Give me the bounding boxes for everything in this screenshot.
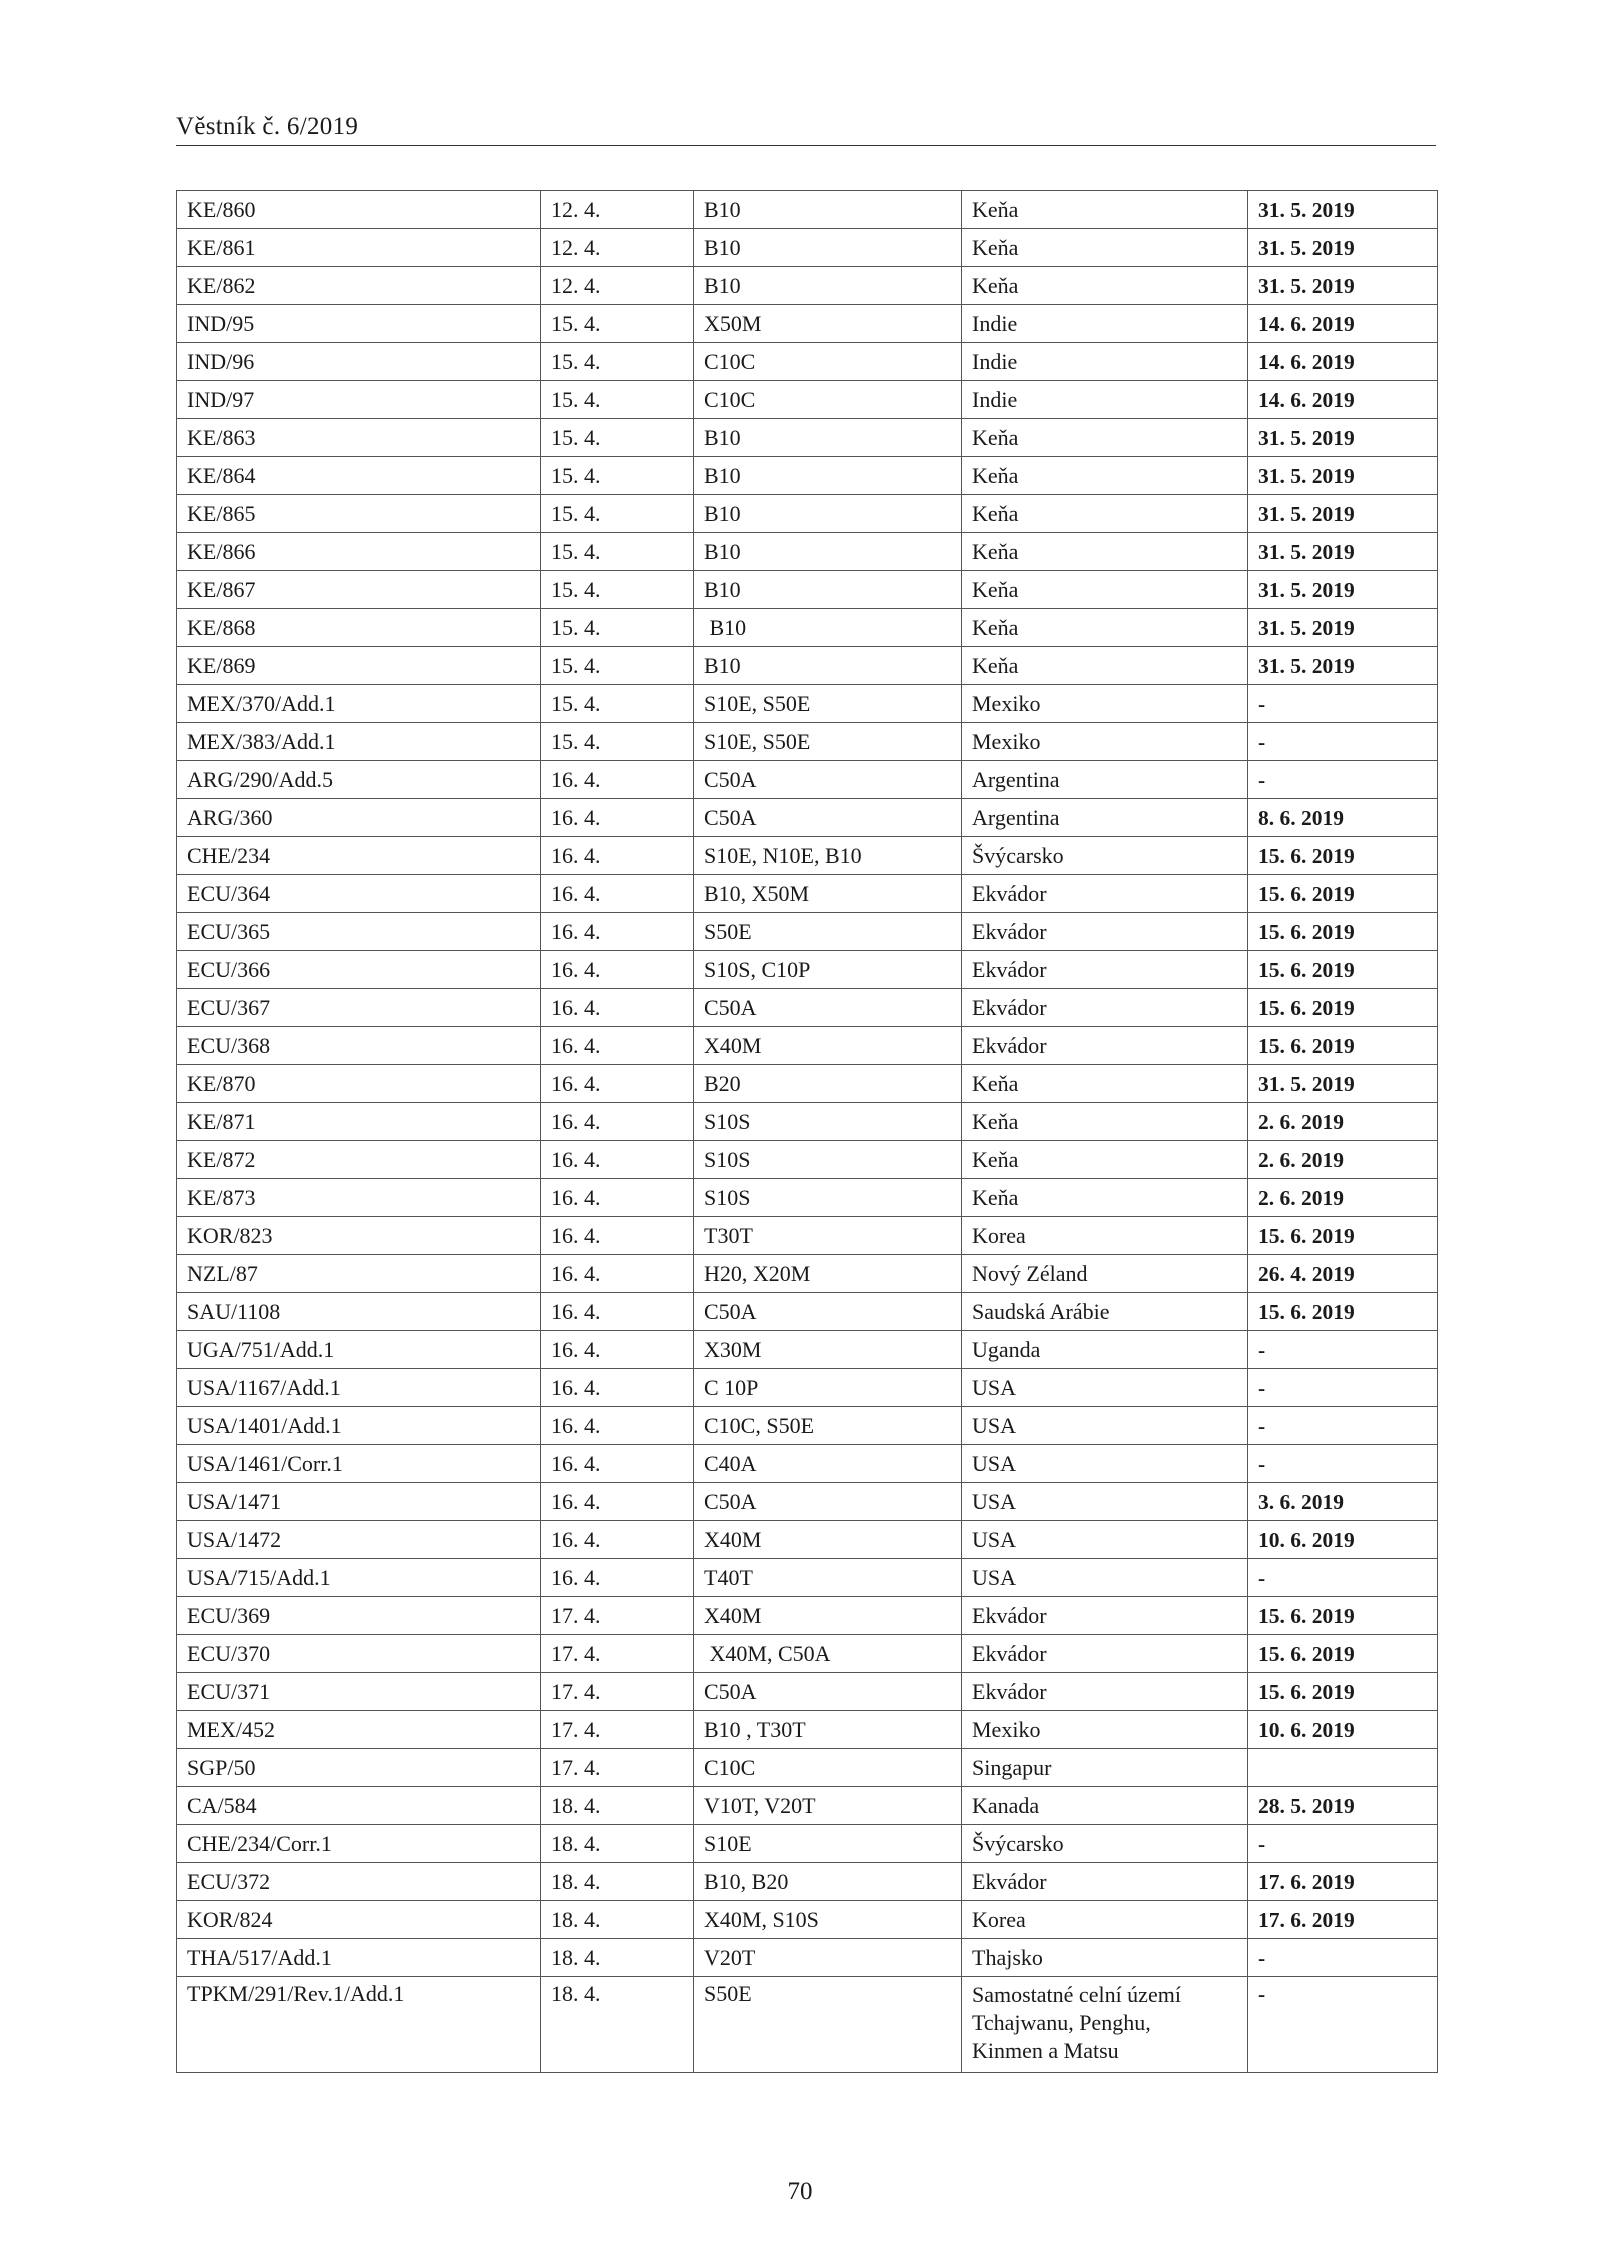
document-code-cell: SAU/1108 — [177, 1293, 541, 1331]
journal-header-title: Věstník č. 6/2019 — [176, 113, 359, 140]
date-cell: 15. 4. — [541, 495, 694, 533]
document-code-cell: CA/584 — [177, 1787, 541, 1825]
country-cell: USA — [962, 1445, 1248, 1483]
deadline-cell: 15. 6. 2019 — [1248, 1673, 1438, 1711]
document-code-cell: KE/863 — [177, 419, 541, 457]
country-cell: Keňa — [962, 229, 1248, 267]
table-row — [177, 1635, 1438, 1673]
date-cell: 17. 4. — [541, 1673, 694, 1711]
table-row — [177, 1483, 1438, 1521]
product-code-cell: C50A — [694, 989, 962, 1027]
date-cell: 16. 4. — [541, 837, 694, 875]
deadline-cell: 10. 6. 2019 — [1248, 1521, 1438, 1559]
document-code-cell: KE/861 — [177, 229, 541, 267]
country-cell: Ekvádor — [962, 1673, 1248, 1711]
date-cell: 16. 4. — [541, 1483, 694, 1521]
country-cell: Nový Zéland — [962, 1255, 1248, 1293]
date-cell: 16. 4. — [541, 1217, 694, 1255]
deadline-cell: 31. 5. 2019 — [1248, 457, 1438, 495]
product-code-cell: C 10P — [694, 1369, 962, 1407]
document-code-cell: KE/866 — [177, 533, 541, 571]
product-code-cell: X40M — [694, 1027, 962, 1065]
document-code-cell: KE/871 — [177, 1103, 541, 1141]
product-code-cell: S50E — [694, 913, 962, 951]
product-code-cell: T30T — [694, 1217, 962, 1255]
date-cell: 15. 4. — [541, 305, 694, 343]
date-cell: 16. 4. — [541, 1369, 694, 1407]
date-cell: 17. 4. — [541, 1749, 694, 1787]
product-code-cell: X40M — [694, 1521, 962, 1559]
product-code-cell: B10 — [694, 533, 962, 571]
product-code-cell: T40T — [694, 1559, 962, 1597]
product-code-cell: X50M — [694, 305, 962, 343]
country-cell: Ekvádor — [962, 951, 1248, 989]
product-code-cell: S50E — [694, 1977, 962, 2073]
table-row — [177, 1255, 1438, 1293]
date-cell: 16. 4. — [541, 951, 694, 989]
document-code-cell: MEX/370/Add.1 — [177, 685, 541, 723]
country-cell: Thajsko — [962, 1939, 1248, 1977]
product-code-cell: V20T — [694, 1939, 962, 1977]
document-code-cell: ECU/371 — [177, 1673, 541, 1711]
product-code-cell: H20, X20M — [694, 1255, 962, 1293]
country-cell: Keňa — [962, 609, 1248, 647]
notification-table — [176, 190, 1438, 2073]
country-cell: Samostatné celní území Tchajwanu, Penghu, Kinmen a Matsu — [962, 1977, 1248, 2073]
country-cell: Argentina — [962, 761, 1248, 799]
table-row — [177, 1597, 1438, 1635]
table-row — [177, 343, 1438, 381]
product-code-cell: S10E, S50E — [694, 723, 962, 761]
table-row — [177, 191, 1438, 229]
country-cell: Mexiko — [962, 723, 1248, 761]
date-cell: 15. 4. — [541, 533, 694, 571]
date-cell: 16. 4. — [541, 875, 694, 913]
country-cell: Keňa — [962, 495, 1248, 533]
date-cell: 15. 4. — [541, 457, 694, 495]
table-row — [177, 533, 1438, 571]
date-cell: 17. 4. — [541, 1635, 694, 1673]
country-cell: Ekvádor — [962, 1863, 1248, 1901]
product-code-cell: X40M, C50A — [694, 1635, 962, 1673]
deadline-cell: - — [1248, 1825, 1438, 1863]
table-row — [177, 1179, 1438, 1217]
date-cell: 15. 4. — [541, 571, 694, 609]
country-cell: Keňa — [962, 1141, 1248, 1179]
date-cell: 18. 4. — [541, 1863, 694, 1901]
document-code-cell: ECU/367 — [177, 989, 541, 1027]
deadline-cell: 31. 5. 2019 — [1248, 267, 1438, 305]
document-code-cell: MEX/452 — [177, 1711, 541, 1749]
country-cell: USA — [962, 1407, 1248, 1445]
product-code-cell: C10C — [694, 1749, 962, 1787]
date-cell: 16. 4. — [541, 1293, 694, 1331]
table-row — [177, 1673, 1438, 1711]
date-cell: 16. 4. — [541, 799, 694, 837]
date-cell: 17. 4. — [541, 1597, 694, 1635]
deadline-cell: 15. 6. 2019 — [1248, 1027, 1438, 1065]
table-row — [177, 571, 1438, 609]
date-cell: 15. 4. — [541, 685, 694, 723]
document-code-cell: ECU/365 — [177, 913, 541, 951]
deadline-cell: 2. 6. 2019 — [1248, 1103, 1438, 1141]
document-code-cell: ARG/290/Add.5 — [177, 761, 541, 799]
date-cell: 16. 4. — [541, 1559, 694, 1597]
table-row — [177, 1939, 1438, 1977]
product-code-cell: S10S — [694, 1141, 962, 1179]
document-code-cell: KE/869 — [177, 647, 541, 685]
document-code-cell: USA/1461/Corr.1 — [177, 1445, 541, 1483]
country-cell: Mexiko — [962, 1711, 1248, 1749]
country-cell: Keňa — [962, 647, 1248, 685]
product-code-cell: C10C — [694, 343, 962, 381]
country-cell: Keňa — [962, 457, 1248, 495]
document-code-cell: KOR/823 — [177, 1217, 541, 1255]
table-row — [177, 875, 1438, 913]
document-code-cell: KOR/824 — [177, 1901, 541, 1939]
deadline-cell: 15. 6. 2019 — [1248, 951, 1438, 989]
table-row — [177, 837, 1438, 875]
deadline-cell: 31. 5. 2019 — [1248, 609, 1438, 647]
product-code-cell: B20 — [694, 1065, 962, 1103]
table-row — [177, 457, 1438, 495]
table-row — [177, 647, 1438, 685]
date-cell: 16. 4. — [541, 1255, 694, 1293]
notification-table-body — [177, 191, 1438, 2073]
table-row — [177, 1521, 1438, 1559]
country-cell: Keňa — [962, 267, 1248, 305]
date-cell: 15. 4. — [541, 647, 694, 685]
document-code-cell: ARG/360 — [177, 799, 541, 837]
deadline-cell: - — [1248, 1977, 1438, 2073]
table-row — [177, 1559, 1438, 1597]
deadline-cell: - — [1248, 761, 1438, 799]
product-code-cell: S10S, C10P — [694, 951, 962, 989]
deadline-cell: 26. 4. 2019 — [1248, 1255, 1438, 1293]
product-code-cell: B10 — [694, 571, 962, 609]
deadline-cell: 17. 6. 2019 — [1248, 1863, 1438, 1901]
product-code-cell: S10E, N10E, B10 — [694, 837, 962, 875]
deadline-cell: 15. 6. 2019 — [1248, 1217, 1438, 1255]
document-code-cell: MEX/383/Add.1 — [177, 723, 541, 761]
product-code-cell: B10 — [694, 609, 962, 647]
country-cell: Argentina — [962, 799, 1248, 837]
document-code-cell: USA/1472 — [177, 1521, 541, 1559]
date-cell: 16. 4. — [541, 761, 694, 799]
table-row — [177, 799, 1438, 837]
product-code-cell: S10E — [694, 1825, 962, 1863]
country-cell: USA — [962, 1521, 1248, 1559]
deadline-cell: 28. 5. 2019 — [1248, 1787, 1438, 1825]
document-code-cell: KE/864 — [177, 457, 541, 495]
product-code-cell: X30M — [694, 1331, 962, 1369]
country-cell: Keňa — [962, 1179, 1248, 1217]
table-row — [177, 1217, 1438, 1255]
country-cell: Indie — [962, 343, 1248, 381]
product-code-cell: B10 — [694, 267, 962, 305]
deadline-cell: 2. 6. 2019 — [1248, 1179, 1438, 1217]
document-code-cell: TPKM/291/Rev.1/Add.1 — [177, 1977, 541, 2073]
table-row — [177, 1141, 1438, 1179]
deadline-cell: - — [1248, 1369, 1438, 1407]
document-code-cell: USA/1471 — [177, 1483, 541, 1521]
deadline-cell: 8. 6. 2019 — [1248, 799, 1438, 837]
document-code-cell: ECU/366 — [177, 951, 541, 989]
product-code-cell: B10 , T30T — [694, 1711, 962, 1749]
table-row — [177, 1445, 1438, 1483]
product-code-cell: C10C, S50E — [694, 1407, 962, 1445]
country-cell: Ekvádor — [962, 1597, 1248, 1635]
country-cell: Ekvádor — [962, 989, 1248, 1027]
date-cell: 16. 4. — [541, 989, 694, 1027]
document-code-cell: ECU/370 — [177, 1635, 541, 1673]
deadline-cell: 31. 5. 2019 — [1248, 495, 1438, 533]
date-cell: 16. 4. — [541, 1103, 694, 1141]
table-row — [177, 1293, 1438, 1331]
table-row — [177, 761, 1438, 799]
deadline-cell: - — [1248, 1559, 1438, 1597]
deadline-cell: 31. 5. 2019 — [1248, 533, 1438, 571]
country-cell: Keňa — [962, 533, 1248, 571]
deadline-cell: - — [1248, 1445, 1438, 1483]
product-code-cell: C50A — [694, 799, 962, 837]
date-cell: 18. 4. — [541, 1939, 694, 1977]
deadline-cell: - — [1248, 685, 1438, 723]
date-cell: 15. 4. — [541, 343, 694, 381]
deadline-cell — [1248, 1749, 1438, 1787]
table-row — [177, 609, 1438, 647]
deadline-cell: 31. 5. 2019 — [1248, 419, 1438, 457]
deadline-cell: 14. 6. 2019 — [1248, 305, 1438, 343]
header-divider — [176, 145, 1436, 146]
deadline-cell: 15. 6. 2019 — [1248, 875, 1438, 913]
table-row — [177, 723, 1438, 761]
table-row — [177, 1977, 1438, 2073]
country-cell: Keňa — [962, 1103, 1248, 1141]
document-code-cell: SGP/50 — [177, 1749, 541, 1787]
document-code-cell: NZL/87 — [177, 1255, 541, 1293]
deadline-cell: 15. 6. 2019 — [1248, 837, 1438, 875]
product-code-cell: C50A — [694, 761, 962, 799]
product-code-cell: C50A — [694, 1293, 962, 1331]
country-cell: Ekvádor — [962, 1635, 1248, 1673]
date-cell: 16. 4. — [541, 1179, 694, 1217]
deadline-cell: 31. 5. 2019 — [1248, 647, 1438, 685]
document-code-cell: KE/868 — [177, 609, 541, 647]
date-cell: 12. 4. — [541, 191, 694, 229]
date-cell: 17. 4. — [541, 1711, 694, 1749]
country-cell: Indie — [962, 305, 1248, 343]
date-cell: 16. 4. — [541, 1521, 694, 1559]
document-code-cell: IND/97 — [177, 381, 541, 419]
deadline-cell: 17. 6. 2019 — [1248, 1901, 1438, 1939]
deadline-cell: 2. 6. 2019 — [1248, 1141, 1438, 1179]
country-cell: Švýcarsko — [962, 1825, 1248, 1863]
deadline-cell: 15. 6. 2019 — [1248, 1293, 1438, 1331]
deadline-cell: - — [1248, 1939, 1438, 1977]
deadline-cell: 3. 6. 2019 — [1248, 1483, 1438, 1521]
table-row — [177, 419, 1438, 457]
table-row — [177, 685, 1438, 723]
country-cell: USA — [962, 1483, 1248, 1521]
product-code-cell: C10C — [694, 381, 962, 419]
deadline-cell: 15. 6. 2019 — [1248, 989, 1438, 1027]
table-row — [177, 1407, 1438, 1445]
deadline-cell: 31. 5. 2019 — [1248, 229, 1438, 267]
document-code-cell: KE/867 — [177, 571, 541, 609]
country-cell: Korea — [962, 1901, 1248, 1939]
product-code-cell: B10 — [694, 457, 962, 495]
date-cell: 12. 4. — [541, 267, 694, 305]
product-code-cell: B10 — [694, 229, 962, 267]
product-code-cell: B10 — [694, 191, 962, 229]
table-row — [177, 1027, 1438, 1065]
deadline-cell: 14. 6. 2019 — [1248, 343, 1438, 381]
deadline-cell: 15. 6. 2019 — [1248, 913, 1438, 951]
document-code-cell: KE/873 — [177, 1179, 541, 1217]
country-cell: Keňa — [962, 419, 1248, 457]
product-code-cell: C50A — [694, 1483, 962, 1521]
date-cell: 18. 4. — [541, 1977, 694, 2073]
table-row — [177, 1749, 1438, 1787]
table-row — [177, 951, 1438, 989]
table-row — [177, 267, 1438, 305]
product-code-cell: C50A — [694, 1673, 962, 1711]
deadline-cell: 31. 5. 2019 — [1248, 1065, 1438, 1103]
country-cell: Keňa — [962, 571, 1248, 609]
table-row — [177, 381, 1438, 419]
date-cell: 15. 4. — [541, 381, 694, 419]
country-cell: USA — [962, 1559, 1248, 1597]
country-cell: Singapur — [962, 1749, 1248, 1787]
product-code-cell: B10 — [694, 647, 962, 685]
table-row — [177, 1863, 1438, 1901]
deadline-cell: 14. 6. 2019 — [1248, 381, 1438, 419]
date-cell: 18. 4. — [541, 1901, 694, 1939]
table-row — [177, 1787, 1438, 1825]
date-cell: 12. 4. — [541, 229, 694, 267]
country-cell: Saudská Arábie — [962, 1293, 1248, 1331]
table-row — [177, 229, 1438, 267]
document-code-cell: ECU/372 — [177, 1863, 541, 1901]
product-code-cell: S10S — [694, 1103, 962, 1141]
document-code-cell: UGA/751/Add.1 — [177, 1331, 541, 1369]
document-code-cell: ECU/368 — [177, 1027, 541, 1065]
document-code-cell: KE/872 — [177, 1141, 541, 1179]
country-cell: Keňa — [962, 191, 1248, 229]
deadline-cell: 10. 6. 2019 — [1248, 1711, 1438, 1749]
table-row — [177, 1369, 1438, 1407]
table-row — [177, 1331, 1438, 1369]
country-cell: Ekvádor — [962, 1027, 1248, 1065]
product-code-cell: S10S — [694, 1179, 962, 1217]
product-code-cell: C40A — [694, 1445, 962, 1483]
product-code-cell: B10 — [694, 419, 962, 457]
product-code-cell: B10, X50M — [694, 875, 962, 913]
table-row — [177, 913, 1438, 951]
date-cell: 18. 4. — [541, 1825, 694, 1863]
date-cell: 16. 4. — [541, 1065, 694, 1103]
deadline-cell: - — [1248, 723, 1438, 761]
document-code-cell: IND/95 — [177, 305, 541, 343]
page-number: 70 — [787, 2178, 813, 2205]
date-cell: 16. 4. — [541, 1445, 694, 1483]
table-row — [177, 1103, 1438, 1141]
date-cell: 15. 4. — [541, 609, 694, 647]
table-row — [177, 495, 1438, 533]
table-row — [177, 1901, 1438, 1939]
country-cell: Indie — [962, 381, 1248, 419]
country-cell: Uganda — [962, 1331, 1248, 1369]
date-cell: 15. 4. — [541, 419, 694, 457]
table-row — [177, 1711, 1438, 1749]
document-code-cell: CHE/234 — [177, 837, 541, 875]
document-code-cell: ECU/364 — [177, 875, 541, 913]
country-cell: Kanada — [962, 1787, 1248, 1825]
product-code-cell: B10, B20 — [694, 1863, 962, 1901]
document-code-cell: KE/870 — [177, 1065, 541, 1103]
date-cell: 16. 4. — [541, 1331, 694, 1369]
deadline-cell: 31. 5. 2019 — [1248, 571, 1438, 609]
deadline-cell: - — [1248, 1331, 1438, 1369]
table-row — [177, 305, 1438, 343]
date-cell: 15. 4. — [541, 723, 694, 761]
product-code-cell: X40M, S10S — [694, 1901, 962, 1939]
date-cell: 16. 4. — [541, 1407, 694, 1445]
country-cell: Korea — [962, 1217, 1248, 1255]
table-row — [177, 1825, 1438, 1863]
product-code-cell: B10 — [694, 495, 962, 533]
document-code-cell: CHE/234/Corr.1 — [177, 1825, 541, 1863]
document-code-cell: USA/1401/Add.1 — [177, 1407, 541, 1445]
deadline-cell: 31. 5. 2019 — [1248, 191, 1438, 229]
country-cell: Ekvádor — [962, 913, 1248, 951]
date-cell: 16. 4. — [541, 1141, 694, 1179]
document-code-cell: USA/1167/Add.1 — [177, 1369, 541, 1407]
date-cell: 16. 4. — [541, 913, 694, 951]
deadline-cell: 15. 6. 2019 — [1248, 1635, 1438, 1673]
product-code-cell: V10T, V20T — [694, 1787, 962, 1825]
document-code-cell: ECU/369 — [177, 1597, 541, 1635]
document-code-cell: USA/715/Add.1 — [177, 1559, 541, 1597]
document-code-cell: IND/96 — [177, 343, 541, 381]
country-cell: Mexiko — [962, 685, 1248, 723]
product-code-cell: X40M — [694, 1597, 962, 1635]
date-cell: 18. 4. — [541, 1787, 694, 1825]
product-code-cell: S10E, S50E — [694, 685, 962, 723]
table-row — [177, 989, 1438, 1027]
table-row — [177, 1065, 1438, 1103]
document-code-cell: KE/860 — [177, 191, 541, 229]
deadline-cell: 15. 6. 2019 — [1248, 1597, 1438, 1635]
country-cell: Ekvádor — [962, 875, 1248, 913]
country-cell: USA — [962, 1369, 1248, 1407]
date-cell: 16. 4. — [541, 1027, 694, 1065]
country-cell: Švýcarsko — [962, 837, 1248, 875]
document-code-cell: THA/517/Add.1 — [177, 1939, 541, 1977]
document-code-cell: KE/862 — [177, 267, 541, 305]
deadline-cell: - — [1248, 1407, 1438, 1445]
document-code-cell: KE/865 — [177, 495, 541, 533]
country-cell: Keňa — [962, 1065, 1248, 1103]
